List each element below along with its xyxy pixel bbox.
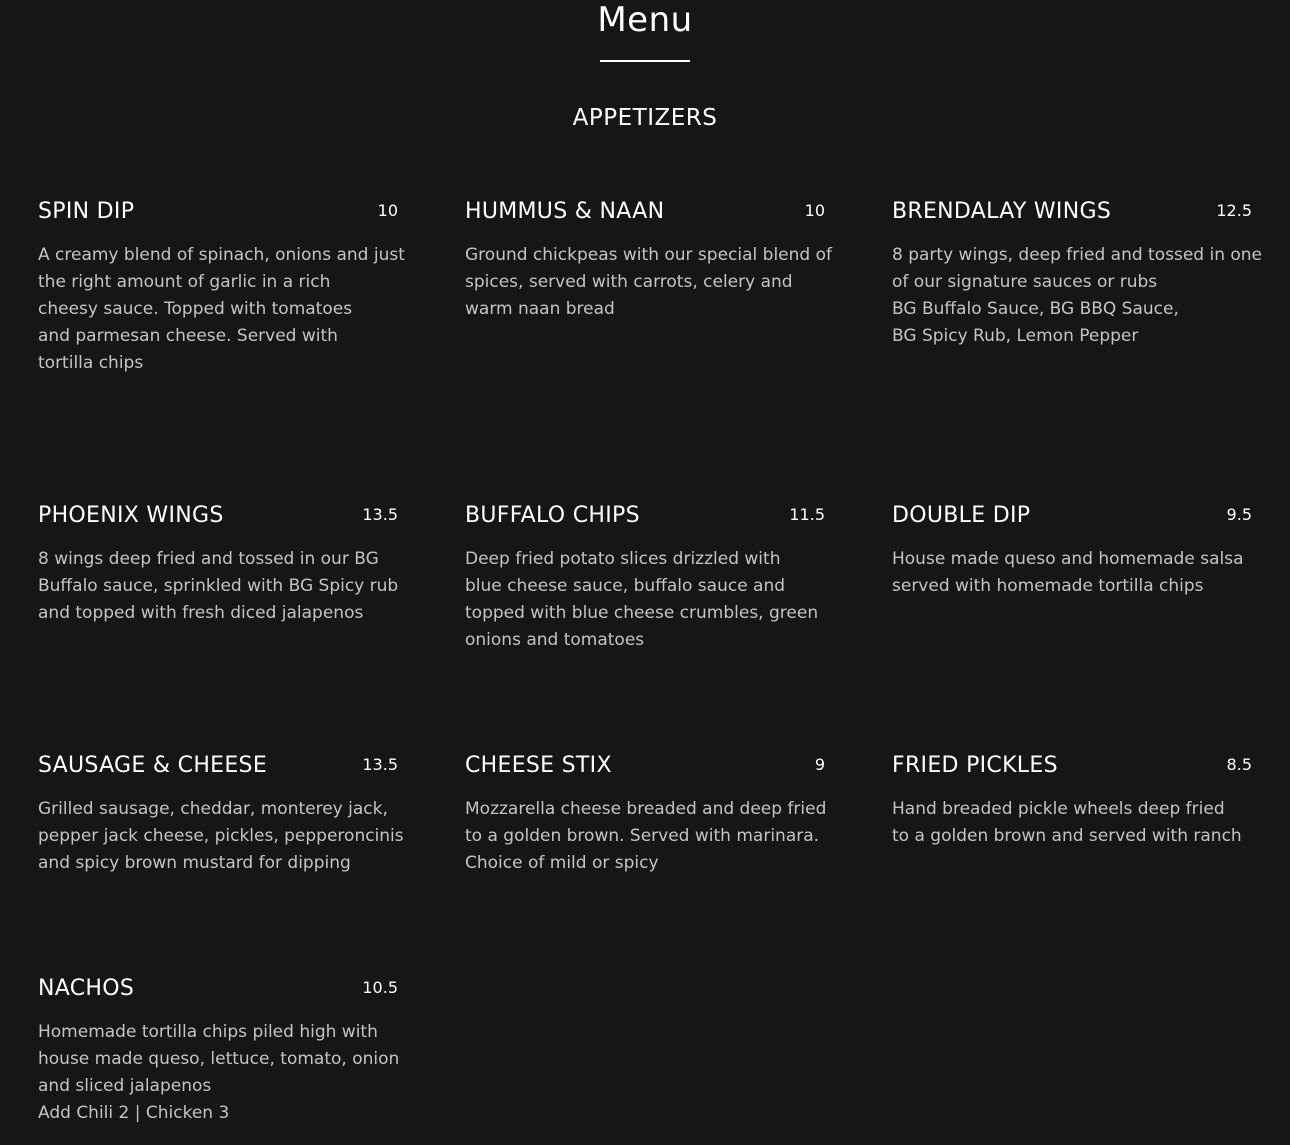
- item-name: PHOENIX WINGS: [38, 503, 224, 528]
- description-line: onions and tomatoes: [465, 630, 645, 650]
- description-line: Choice of mild or spicy: [465, 853, 659, 873]
- description-line: and topped with fresh diced jalapenos: [38, 603, 364, 623]
- item-name: HUMMUS & NAAN: [465, 199, 665, 224]
- item-name: SAUSAGE & CHEESE: [38, 753, 268, 778]
- description-line: Mozzarella cheese breaded and deep fried: [465, 799, 827, 819]
- description-line: tortilla chips: [38, 353, 144, 373]
- item-price: 8.5: [1226, 755, 1252, 774]
- description-line: House made queso and homemade salsa: [892, 549, 1244, 569]
- item-price: 13.5: [362, 505, 398, 524]
- item-name: DOUBLE DIP: [892, 503, 1031, 528]
- description-line: and sliced jalapenos: [38, 1076, 212, 1096]
- item-price: 10: [804, 201, 825, 220]
- description-line: BG Spicy Rub, Lemon Pepper: [892, 326, 1139, 346]
- description-line: Deep fried potato slices drizzled with: [465, 549, 781, 569]
- item-name: SPIN DIP: [38, 199, 135, 224]
- item-price: 12.5: [1216, 201, 1252, 220]
- item-price: 13.5: [362, 755, 398, 774]
- item-price: 10.5: [362, 978, 398, 997]
- item-description: [38, 1019, 398, 1127]
- description-line: spices, served with carrots, celery and: [465, 272, 793, 292]
- description-line: Buffalo sauce, sprinkled with BG Spicy rub: [38, 576, 399, 596]
- item-description: [38, 546, 398, 627]
- description-line: house made queso, lettuce, tomato, onion: [38, 1049, 400, 1069]
- item-name: FRIED PICKLES: [892, 753, 1058, 778]
- item-name: CHEESE STIX: [465, 753, 612, 778]
- description-line: Homemade tortilla chips piled high with: [38, 1022, 378, 1042]
- item-name: NACHOS: [38, 976, 135, 1001]
- item-price: 11.5: [789, 505, 825, 524]
- description-line: BG Buffalo Sauce, BG BBQ Sauce,: [892, 299, 1179, 319]
- item-description: [892, 242, 1263, 350]
- item-description: [892, 546, 1252, 600]
- description-line: Hand breaded pickle wheels deep fried: [892, 799, 1225, 819]
- item-description: [38, 242, 405, 377]
- item-description: [38, 796, 404, 877]
- item-description: [465, 242, 832, 323]
- description-line: pepper jack cheese, pickles, pepperoncinis: [38, 826, 404, 846]
- description-line: to a golden brown and served with ranch: [892, 826, 1242, 846]
- description-line: and parmesan cheese. Served with: [38, 326, 338, 346]
- item-price: 9.5: [1226, 505, 1252, 524]
- item-price: 10: [377, 201, 398, 220]
- description-line: blue cheese sauce, buffalo sauce and: [465, 576, 786, 596]
- item-name: BRENDALAY WINGS: [892, 199, 1112, 224]
- description-line: 8 party wings, deep fried and tossed in one: [892, 245, 1263, 265]
- description-line: A creamy blend of spinach, onions and just: [38, 245, 405, 265]
- description-line: to a golden brown. Served with marinara.: [465, 826, 820, 846]
- item-description: [892, 796, 1252, 850]
- description-line: Ground chickpeas with our special blend of: [465, 245, 832, 265]
- description-line: and spicy brown mustard for dipping: [38, 853, 351, 873]
- description-line: topped with blue cheese crumbles, green: [465, 603, 819, 623]
- description-line: 8 wings deep fried and tossed in our BG: [38, 549, 379, 569]
- page-title: Menu: [597, 0, 693, 40]
- description-line: of our signature sauces or rubs: [892, 272, 1158, 292]
- description-line: the right amount of garlic in a rich: [38, 272, 331, 292]
- item-price: 9: [814, 755, 825, 774]
- description-line: served with homemade tortilla chips: [892, 576, 1204, 596]
- description-line: cheesy sauce. Topped with tomatoes: [38, 299, 353, 319]
- item-name: BUFFALO CHIPS: [465, 503, 640, 528]
- description-line: warm naan bread: [465, 299, 615, 319]
- description-line: Add Chili 2 | Chicken 3: [38, 1103, 230, 1123]
- title-underline: [600, 60, 690, 62]
- item-description: [465, 546, 825, 654]
- section-heading-appetizers: APPETIZERS: [572, 105, 718, 131]
- description-line: Grilled sausage, cheddar, monterey jack,: [38, 799, 388, 819]
- item-description: [465, 796, 825, 877]
